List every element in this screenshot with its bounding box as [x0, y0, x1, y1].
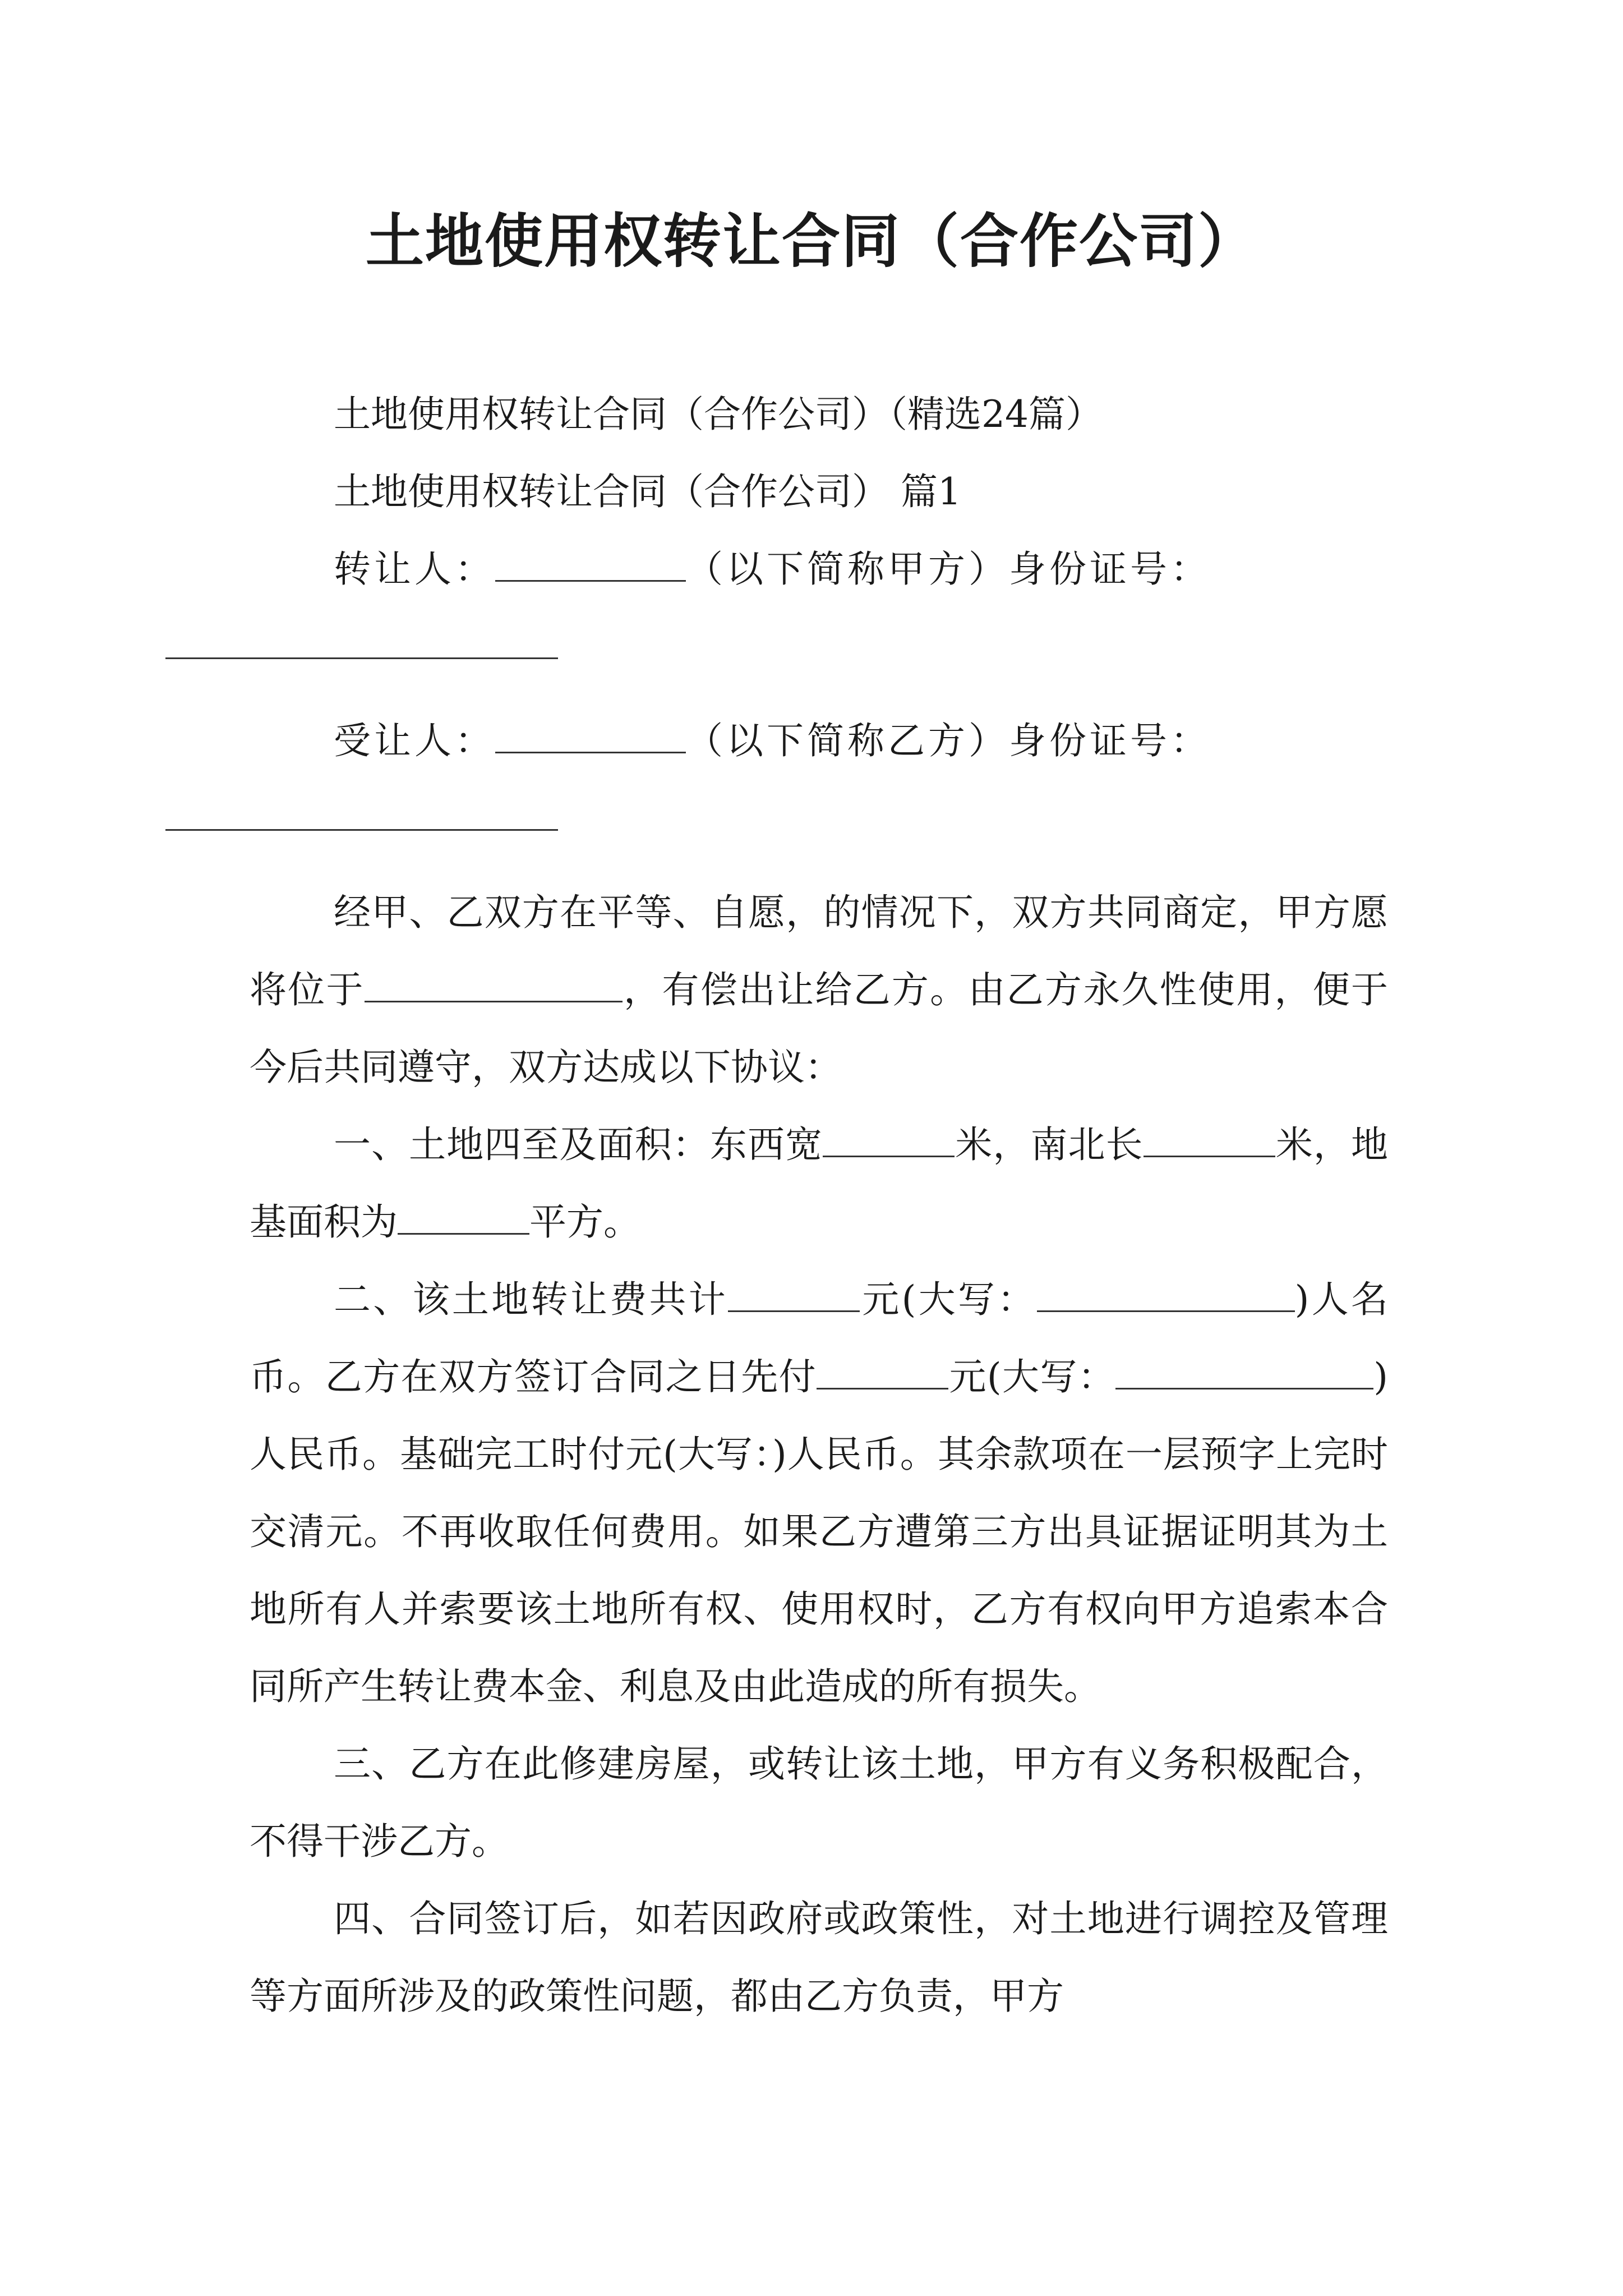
intro-part2: ，有偿出让给乙方。由乙方永久性使用，便于今后共同遵守，双方达成以下协议： — [250, 968, 1389, 1089]
clause2-part4: 元(大写： — [948, 1355, 1116, 1398]
length-blank — [1144, 1123, 1275, 1157]
location-blank — [365, 968, 623, 1002]
clause2-part1: 二、该土地转让费共计 — [334, 1278, 728, 1321]
area-blank — [398, 1200, 529, 1235]
clause2-part2: 元(大写： — [860, 1278, 1037, 1321]
transferee-id-blank — [165, 797, 558, 831]
transferee-mid: （以下简称乙方）身份证号： — [686, 719, 1211, 762]
width-blank — [823, 1123, 955, 1157]
transferor-name-blank — [495, 547, 686, 582]
clause1-part1: 一、土地四至及面积：东西宽 — [334, 1123, 823, 1166]
transferor-label: 转让人： — [334, 547, 495, 591]
clause-1 — [250, 1106, 1388, 1261]
transferor-line — [250, 531, 1388, 685]
intro-part1: 经甲、乙双方在平等、自愿，的情况下，双方共同商定，甲方愿将位于 — [250, 891, 1388, 1011]
clause-4: 四、合同签订后，如若因政府或政策性，对土地进行调控及管理等方面所涉及的政策性问题，都由乙方负责，甲方 — [250, 1897, 1388, 2018]
deposit-words-blank — [1115, 1355, 1373, 1389]
document-body — [250, 376, 1388, 2035]
transferee-name-blank — [495, 719, 686, 753]
transferee-line — [250, 702, 1388, 857]
clause2-part5: )人民币。基础完工时付元(大写：)人民币。其余款项在一层预字上完时交清元。不再收取任何费用。如果乙方遭第三方出具证据证明其为土地所有人并索要该土地所有权、使用权时，乙方有权向甲方追索本合同所产生转让费本金、利息及由此造成的所有损失。 — [250, 1355, 1389, 1708]
section-heading: 土地使用权转让合同（合作公司） 篇1 — [334, 470, 961, 513]
clause2-part3: )人名币。乙方在双方签订合同之日先付 — [250, 1278, 1389, 1398]
transferee-label: 受让人： — [334, 719, 495, 762]
transferor-mid: （以下简称甲方）身份证号： — [686, 547, 1211, 591]
transferor-id-blank — [165, 625, 558, 659]
document-title: 土地使用权转让合同（合作公司） — [365, 207, 1257, 275]
total-fee-blank — [728, 1278, 860, 1312]
intro-paragraph — [250, 874, 1388, 1106]
clause-3: 三、乙方在此修建房屋，或转让该土地，甲方有义务积极配合，不得干涉乙方。 — [250, 1742, 1388, 1863]
clause-2 — [250, 1261, 1388, 1726]
total-fee-words-blank — [1037, 1278, 1295, 1312]
clause1-part4: 平方。 — [529, 1200, 640, 1244]
deposit-blank — [817, 1355, 948, 1389]
clause1-part3: 米，地基面积为 — [250, 1123, 1389, 1244]
clause1-part2: 米，南北长 — [955, 1123, 1144, 1166]
document-subtitle: 土地使用权转让合同（合作公司）（精选24篇） — [334, 393, 1103, 436]
